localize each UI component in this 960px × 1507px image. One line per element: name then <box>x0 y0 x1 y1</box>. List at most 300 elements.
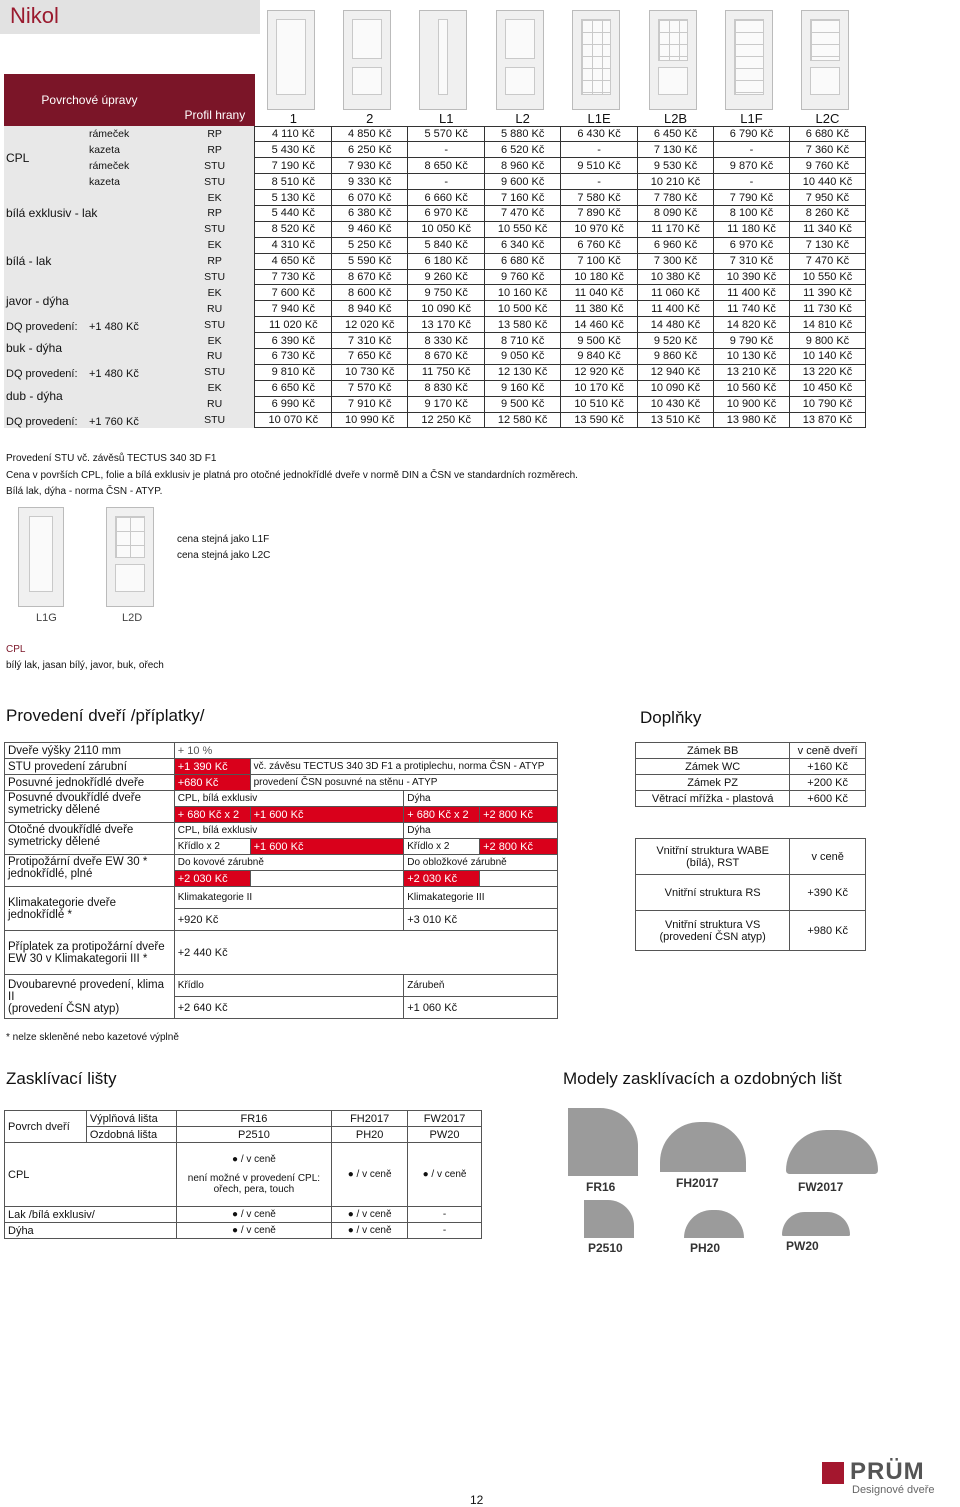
table-row <box>4 126 866 142</box>
price-cell: 6 180 Kč <box>408 253 485 269</box>
price-cell: 9 520 Kč <box>638 333 714 349</box>
note-stu: Provedení STU vč. závěsů TECTUS 340 3D F1 <box>6 453 217 464</box>
page-number: 12 <box>470 1493 484 1507</box>
structure-value: +980 Kč <box>790 911 866 951</box>
row-sub: kazeta <box>87 142 175 158</box>
price-cell: 7 950 Kč <box>789 190 865 206</box>
price-cell: 11 380 Kč <box>561 301 638 317</box>
row-value: +1 390 Kč <box>174 759 250 775</box>
price-cell: 11 020 Kč <box>255 317 332 333</box>
column-header: L1E <box>587 110 611 126</box>
price-cell: 6 680 Kč <box>485 253 561 269</box>
row-value: +1 600 Kč <box>250 839 404 855</box>
price-cell: 8 090 Kč <box>638 205 714 221</box>
price-cell: 11 730 Kč <box>789 301 865 317</box>
price-cell: 6 680 Kč <box>789 126 865 142</box>
col-heading: Zárubeň <box>404 975 558 997</box>
price-cell: 11 180 Kč <box>714 221 790 237</box>
price-cell: 8 670 Kč <box>408 348 485 364</box>
price-cell: 11 170 Kč <box>638 221 714 237</box>
price-cell: 6 070 Kč <box>332 190 408 206</box>
price-cell: - <box>408 142 485 158</box>
price-cell: 9 330 Kč <box>332 174 408 190</box>
price-cell: 10 450 Kč <box>789 380 865 396</box>
row-value: + 10 % <box>174 743 557 759</box>
brand-tagline: Designové dveře <box>852 1484 935 1496</box>
table-row <box>636 791 866 807</box>
row-profile: EK <box>175 237 255 253</box>
price-cell: 6 390 Kč <box>255 333 332 349</box>
table-row <box>636 775 866 791</box>
availability: ● / v ceně <box>176 1207 332 1223</box>
row-value: +3 010 Kč <box>404 909 558 931</box>
availability: ● / v ceně <box>176 1223 332 1239</box>
row-profile: EK <box>175 285 255 301</box>
group-label-javor: javor - dýha <box>4 285 175 317</box>
profile-label: PH20 <box>690 1241 721 1255</box>
price-cell: 10 090 Kč <box>408 301 485 317</box>
price-cell: 10 140 Kč <box>789 348 865 364</box>
price-cell: 9 860 Kč <box>638 348 714 364</box>
addon-value: +200 Kč <box>790 775 866 791</box>
price-cell: 7 940 Kč <box>255 301 332 317</box>
price-cell: 8 940 Kč <box>332 301 408 317</box>
price-cell: 13 170 Kč <box>408 317 485 333</box>
price-cell: 7 890 Kč <box>561 205 638 221</box>
table-row <box>636 759 866 775</box>
row-profile: RU <box>175 396 255 412</box>
row-profile: STU <box>175 364 255 380</box>
column-header: 2 <box>366 110 374 126</box>
profile-header: FH2017 <box>332 1111 408 1127</box>
price-cell: 9 840 Kč <box>561 348 638 364</box>
price-cell: 14 820 Kč <box>714 317 790 333</box>
price-cell: 5 250 Kč <box>332 237 408 253</box>
note-cpl: Cena v površích CPL, folie a bílá exklusiv je platná pro otočné jednokřídlé dveře v normě DIN a ČSN ve standardních rozměrech. <box>6 470 578 481</box>
price-cell: 7 160 Kč <box>485 190 561 206</box>
price-cell: 10 430 Kč <box>638 396 714 412</box>
row-label: (provedení ČSN atyp) <box>8 1002 120 1015</box>
price-cell: 13 210 Kč <box>714 364 790 380</box>
profile-label: PW20 <box>786 1239 819 1253</box>
price-cell: 8 510 Kč <box>255 174 332 190</box>
row-value: Křídlo x 2 <box>404 839 480 855</box>
row-label: Příplatek za protipožární dveře <box>8 940 165 953</box>
surface-label: Dýha <box>5 1223 177 1239</box>
price-cell: 5 440 Kč <box>255 205 332 221</box>
row-value: +2 440 Kč <box>174 931 557 975</box>
modely-heading: Modely zasklívacích a ozdobných lišt <box>563 1069 842 1088</box>
table-row <box>5 1143 482 1207</box>
price-cell: 13 980 Kč <box>714 412 790 428</box>
provedeni-heading: Provedení dveří /příplatky/ <box>6 706 205 725</box>
dq-label: DQ provedení: <box>4 317 87 333</box>
col-heading: CPL, bílá exklusiv <box>174 823 404 839</box>
door-image-l1g <box>18 507 64 607</box>
price-cell: 9 500 Kč <box>561 333 638 349</box>
price-cell: 10 170 Kč <box>561 380 638 396</box>
price-cell: 7 790 Kč <box>714 190 790 206</box>
provedeni-footnote: * nelze skleněné nebo kazetové výplně <box>6 1032 179 1043</box>
price-cell: 6 450 Kč <box>638 126 714 142</box>
availability: ● / v ceně <box>408 1143 482 1207</box>
price-cell: 5 590 Kč <box>332 253 408 269</box>
price-cell: 13 510 Kč <box>638 412 714 428</box>
price-cell: 6 660 Kč <box>408 190 485 206</box>
row-label: jednokřídlé, plné <box>8 868 93 880</box>
price-cell: 10 500 Kč <box>485 301 561 317</box>
dq-label: DQ provedení: <box>4 364 87 380</box>
price-cell: 8 520 Kč <box>255 221 332 237</box>
price-cell: 10 510 Kč <box>561 396 638 412</box>
price-cell: 9 530 Kč <box>638 158 714 174</box>
brand-logo-icon <box>822 1462 844 1484</box>
row-value: Křídlo x 2 <box>174 839 250 855</box>
col-heading: Klimakategorie II <box>174 887 404 909</box>
profile-label: P2510 <box>588 1241 623 1255</box>
zasklivaci-table <box>4 1110 482 1239</box>
price-cell: 8 330 Kč <box>408 333 485 349</box>
price-cell: 9 500 Kč <box>485 396 561 412</box>
price-cell: 10 440 Kč <box>789 174 865 190</box>
row-profile: RP <box>175 205 255 221</box>
profile-header: PH20 <box>332 1127 408 1143</box>
price-cell: 7 130 Kč <box>638 142 714 158</box>
column-header: L2B <box>663 110 688 126</box>
table-row <box>636 875 866 911</box>
price-cell: 4 310 Kč <box>255 237 332 253</box>
row-note: vč. závěsu TECTUS 340 3D F1 a protiplechu, norma ČSN - ATYP <box>250 759 557 775</box>
price-cell: 7 780 Kč <box>638 190 714 206</box>
price-cell: 6 340 Kč <box>485 237 561 253</box>
price-cell: 9 750 Kč <box>408 285 485 301</box>
structure-label: Vnitřní struktura RS <box>664 886 761 899</box>
price-cell: 11 400 Kč <box>638 301 714 317</box>
dq-value-dub: +1 760 Kč <box>87 412 175 428</box>
price-cell: 10 560 Kč <box>714 380 790 396</box>
price-cell: 6 380 Kč <box>332 205 408 221</box>
table-row <box>636 743 866 759</box>
availability: - <box>408 1207 482 1223</box>
dq-value-javor: +1 480 Kč <box>87 317 175 333</box>
col-heading: Dýha <box>404 823 558 839</box>
addon-label: Větrací mřížka - plastová <box>636 791 790 807</box>
price-cell: 7 300 Kč <box>638 253 714 269</box>
col-heading: Křídlo <box>174 975 404 997</box>
row-value: +1 060 Kč <box>404 997 558 1019</box>
price-cell: 7 650 Kč <box>332 348 408 364</box>
price-cell: 11 400 Kč <box>714 285 790 301</box>
profile-shape-p2510 <box>584 1200 634 1238</box>
price-cell: 5 570 Kč <box>408 126 485 142</box>
price-cell: 4 110 Kč <box>255 126 332 142</box>
price-cell: 8 710 Kč <box>485 333 561 349</box>
price-cell: 13 220 Kč <box>789 364 865 380</box>
povrch-header: Povrch dveří <box>5 1111 87 1143</box>
profile-header: P2510 <box>176 1127 332 1143</box>
table-row <box>5 775 558 791</box>
row-profile: STU <box>175 317 255 333</box>
row-profile: STU <box>175 412 255 428</box>
row-profile: RU <box>175 301 255 317</box>
table-row <box>5 743 558 759</box>
table-row <box>4 380 866 396</box>
group-label-bila-exklusiv: bílá exklusiv - lak <box>4 190 175 238</box>
price-cell: 11 390 Kč <box>789 285 865 301</box>
row-profile: STU <box>175 158 255 174</box>
row-note: provedení ČSN posuvné na stěnu - ATYP <box>250 775 557 791</box>
price-cell: 10 550 Kč <box>485 221 561 237</box>
price-cell: 5 880 Kč <box>485 126 561 142</box>
column-header: L1 <box>438 110 454 126</box>
row-value: +920 Kč <box>174 909 404 931</box>
addon-value: v ceně dveří <box>790 743 866 759</box>
price-cell: 10 970 Kč <box>561 221 638 237</box>
group-label-cpl: CPL <box>4 126 87 190</box>
availability: - <box>408 1223 482 1239</box>
price-cell: 10 380 Kč <box>638 269 714 285</box>
price-cell: 12 580 Kč <box>485 412 561 428</box>
struktura-table <box>635 838 866 951</box>
price-cell: - <box>561 142 638 158</box>
zasklivaci-heading: Zasklívací lišty <box>6 1069 117 1088</box>
structure-label: Vnitřní struktura VS <box>664 918 761 931</box>
row-profile: RP <box>175 126 255 142</box>
price-cell: 7 470 Kč <box>485 205 561 221</box>
price-cell: 5 430 Kč <box>255 142 332 158</box>
row-profile: EK <box>175 333 255 349</box>
group-label-dub: dub - dýha <box>4 380 175 412</box>
row-profile: STU <box>175 174 255 190</box>
vyplnova-header: Výplňová lišta <box>86 1111 176 1127</box>
row-label: Posuvné dvoukřídlé dveře <box>8 792 141 804</box>
price-cell: 12 940 Kč <box>638 364 714 380</box>
profile-shape-fw2017 <box>786 1130 878 1174</box>
price-cell: 6 760 Kč <box>561 237 638 253</box>
col-heading: Do obložkové zárubně <box>404 855 558 871</box>
row-label: Dvoubarevné provedení, klima II <box>8 978 164 1003</box>
price-cell: 8 260 Kč <box>789 205 865 221</box>
price-cell: 6 970 Kč <box>408 205 485 221</box>
price-cell: 9 800 Kč <box>789 333 865 349</box>
column-header: 1 <box>289 110 297 126</box>
group-label-buk: buk - dýha <box>4 333 175 365</box>
price-cell: 12 250 Kč <box>408 412 485 428</box>
price-cell: 14 480 Kč <box>638 317 714 333</box>
row-label: Otočné dvoukřídlé dveře <box>8 824 134 836</box>
table-row <box>5 975 558 997</box>
table-row <box>636 911 866 951</box>
table-row <box>4 158 866 174</box>
structure-label: Vnitřní struktura WABE <box>656 844 769 857</box>
page-title: Nikol <box>10 3 59 28</box>
price-cell: 7 570 Kč <box>332 380 408 396</box>
row-sub: rámeček <box>87 158 175 174</box>
price-cell: 8 670 Kč <box>332 269 408 285</box>
availability: ● / v ceně <box>332 1223 408 1239</box>
table-row <box>5 931 558 975</box>
brand-name: PRÜM <box>850 1458 925 1485</box>
price-cell: 6 970 Kč <box>714 237 790 253</box>
price-cell: 10 390 Kč <box>714 269 790 285</box>
price-cell: - <box>561 174 638 190</box>
row-label: EW 30 v Klimakategorii III * <box>8 952 148 965</box>
price-cell: 12 920 Kč <box>561 364 638 380</box>
price-cell: 7 730 Kč <box>255 269 332 285</box>
row-profile: EK <box>175 190 255 206</box>
price-cell: 10 550 Kč <box>789 269 865 285</box>
note-atyp: Bílá lak, dýha - norma ČSN - ATYP. <box>6 486 163 497</box>
price-cell: 7 470 Kč <box>789 253 865 269</box>
price-cell: 11 340 Kč <box>789 221 865 237</box>
row-label: symetricky dělené <box>8 836 101 848</box>
price-cell: 13 590 Kč <box>561 412 638 428</box>
table-row <box>5 759 558 775</box>
price-cell: 6 790 Kč <box>714 126 790 142</box>
availability: ● / v ceně <box>332 1207 408 1223</box>
col-heading: Dýha <box>404 791 558 807</box>
price-cell: 6 650 Kč <box>255 380 332 396</box>
price-cell: 9 760 Kč <box>789 158 865 174</box>
row-value: +2 800 Kč <box>480 839 558 855</box>
addon-value: +600 Kč <box>790 791 866 807</box>
surface-label: Lak /bílá exklusiv/ <box>5 1207 177 1223</box>
price-cell: 11 040 Kč <box>561 285 638 301</box>
price-cell: 9 050 Kč <box>485 348 561 364</box>
price-cell: 6 730 Kč <box>255 348 332 364</box>
row-profile: STU <box>175 221 255 237</box>
price-cell: 7 360 Kč <box>789 142 865 158</box>
price-cell: 9 760 Kč <box>485 269 561 285</box>
structure-value: v ceně <box>790 839 866 875</box>
row-sub: kazeta <box>87 174 175 190</box>
profile-shape-fh2017 <box>660 1122 746 1172</box>
price-cell: 6 990 Kč <box>255 396 332 412</box>
surface-label: CPL <box>5 1143 177 1207</box>
price-cell: 9 810 Kč <box>255 364 332 380</box>
structure-value: +390 Kč <box>790 875 866 911</box>
price-cell: 6 520 Kč <box>485 142 561 158</box>
price-cell: 8 830 Kč <box>408 380 485 396</box>
table-row <box>4 317 866 333</box>
price-cell: 6 250 Kč <box>332 142 408 158</box>
price-table <box>4 74 866 428</box>
availability: ● / v ceně <box>332 1143 408 1207</box>
note-same-l2c: cena stejná jako L2C <box>177 550 271 561</box>
price-cell: 11 740 Kč <box>714 301 790 317</box>
row-value: +680 Kč <box>174 775 250 791</box>
structure-label: (bílá), RST <box>686 856 740 869</box>
row-profile: EK <box>175 380 255 396</box>
row-sub: rámeček <box>87 126 175 142</box>
price-cell: 7 190 Kč <box>255 158 332 174</box>
price-cell: 9 510 Kč <box>561 158 638 174</box>
table-row <box>5 1223 482 1239</box>
price-cell: 14 810 Kč <box>789 317 865 333</box>
price-cell: 10 090 Kč <box>638 380 714 396</box>
table-row <box>4 333 866 349</box>
note-same-l1f: cena stejná jako L1F <box>177 534 270 545</box>
table-row <box>5 1207 482 1223</box>
table-row <box>4 174 866 190</box>
profile-header: FW2017 <box>408 1111 482 1127</box>
table-row <box>4 285 866 301</box>
price-cell: 10 070 Kč <box>255 412 332 428</box>
header-profile: Profil hrany <box>175 74 255 126</box>
table-row <box>636 839 866 875</box>
table-row <box>5 791 558 807</box>
price-cell: 6 960 Kč <box>638 237 714 253</box>
ozdobna-header: Ozdobná lišta <box>86 1127 176 1143</box>
row-profile: STU <box>175 269 255 285</box>
header-surface: Povrchové úpravy <box>4 74 175 126</box>
price-cell: 13 580 Kč <box>485 317 561 333</box>
row-value: +2 800 Kč <box>480 807 558 823</box>
column-header: L2 <box>515 110 530 126</box>
col-heading: Klimakategorie III <box>404 887 558 909</box>
table-row <box>4 190 866 206</box>
availability: ● / v ceně <box>232 1154 276 1165</box>
caption-l2d: L2D <box>122 612 143 624</box>
price-cell: 12 130 Kč <box>485 364 561 380</box>
price-cell: 9 600 Kč <box>485 174 561 190</box>
row-label: Dveře výšky 2110 mm <box>5 743 175 759</box>
door-image-l2d <box>106 507 154 607</box>
price-cell: 10 990 Kč <box>332 412 408 428</box>
structure-label: (provedení ČSN atyp) <box>659 930 766 943</box>
price-cell: 7 310 Kč <box>714 253 790 269</box>
group-label-bila-lak: bílá - lak <box>4 237 175 285</box>
table-row <box>4 412 866 428</box>
price-cell: 4 850 Kč <box>332 126 408 142</box>
price-cell: 13 870 Kč <box>789 412 865 428</box>
price-cell: 10 050 Kč <box>408 221 485 237</box>
profile-header: PW20 <box>408 1127 482 1143</box>
price-cell: 7 100 Kč <box>561 253 638 269</box>
col-heading: CPL, bílá exklusiv <box>174 791 404 807</box>
caption-l1g: L1G <box>36 612 57 624</box>
price-cell: 9 160 Kč <box>485 380 561 396</box>
row-label: jednokřídlé * <box>8 908 72 921</box>
profile-shape-pw20 <box>782 1212 850 1236</box>
doplnky-table <box>635 742 866 807</box>
row-label: Posuvné jednokřídlé dveře <box>5 775 175 791</box>
table-row <box>5 823 558 839</box>
price-cell: 10 210 Kč <box>638 174 714 190</box>
price-cell: 10 790 Kč <box>789 396 865 412</box>
price-cell: 10 130 Kč <box>714 348 790 364</box>
col-heading: Do kovové zárubně <box>174 855 404 871</box>
price-cell: 9 790 Kč <box>714 333 790 349</box>
availability-note: ořech, pera, touch <box>213 1184 295 1195</box>
price-cell: 7 580 Kč <box>561 190 638 206</box>
profile-label: FH2017 <box>676 1176 719 1190</box>
price-cell: 10 730 Kč <box>332 364 408 380</box>
row-value: +2 030 Kč <box>174 871 250 887</box>
price-cell: 12 020 Kč <box>332 317 408 333</box>
price-cell: 10 160 Kč <box>485 285 561 301</box>
price-cell: 8 600 Kč <box>332 285 408 301</box>
table-row <box>4 364 866 380</box>
price-cell: 8 650 Kč <box>408 158 485 174</box>
price-cell: 9 460 Kč <box>332 221 408 237</box>
dq-value-buk: +1 480 Kč <box>87 364 175 380</box>
row-label: symetricky dělené <box>8 804 101 816</box>
price-cell: 9 870 Kč <box>714 158 790 174</box>
availability-note: není možné v provedení CPL: <box>187 1173 321 1184</box>
profile-shape-ph20 <box>684 1210 744 1238</box>
table-row <box>4 237 866 253</box>
